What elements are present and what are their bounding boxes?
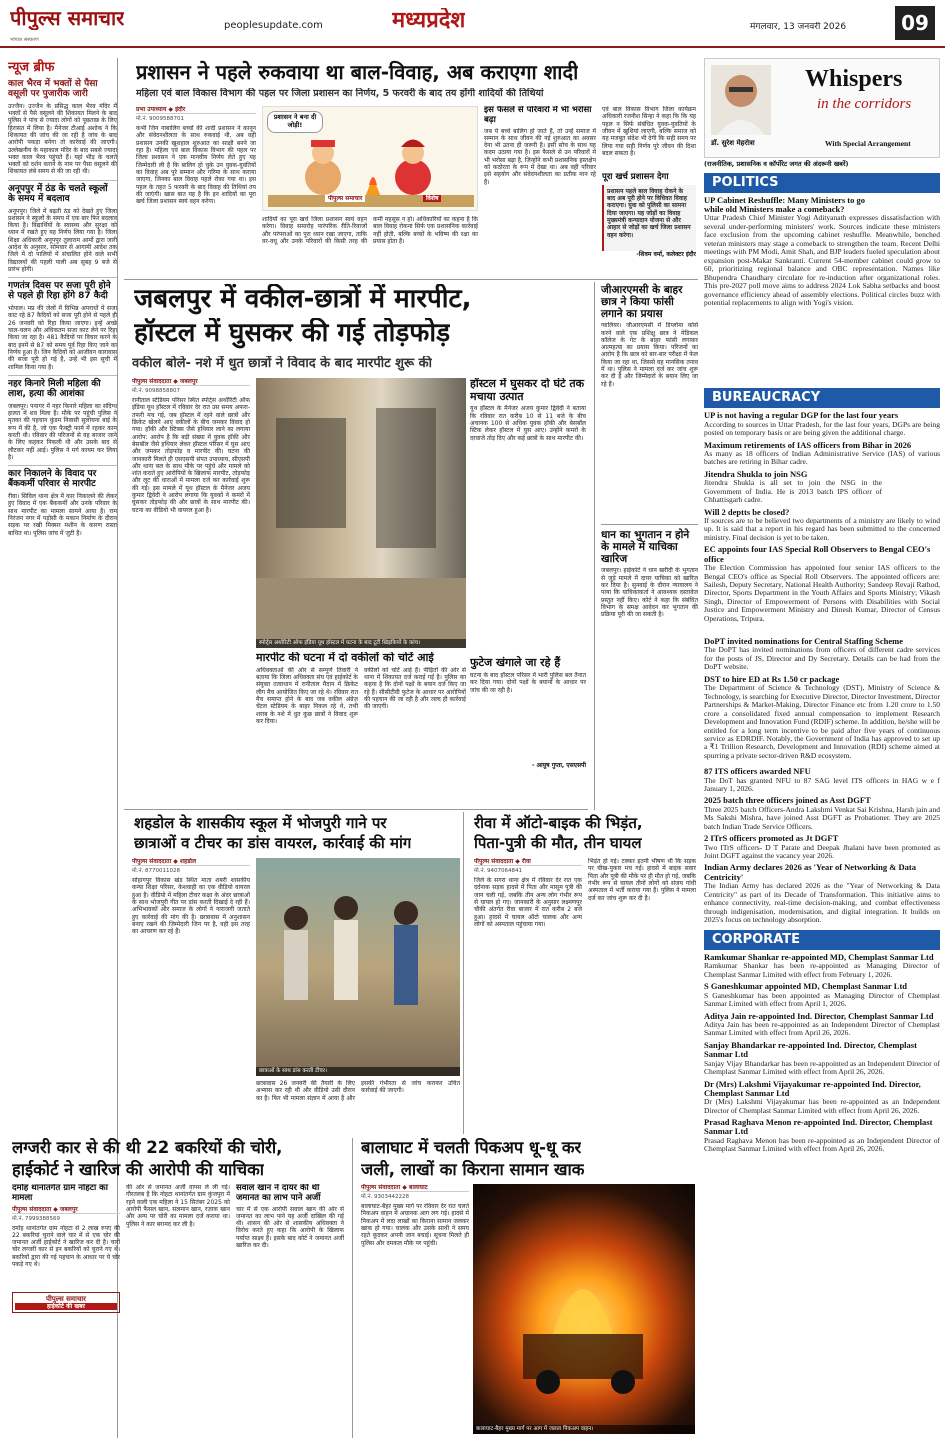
mobile-number: मो.नं. 9098858807	[132, 388, 181, 395]
whisper-body: Jitendra Shukla is all set to join the NSG in the Government of India. He is 2013 batch IPS officer of Chhattisgarh cadre.	[704, 478, 882, 505]
whisper-item	[704, 411, 940, 437]
article-subheading: हॉस्टल में घुसकर दो घंटे तक मचाया उत्पात	[470, 378, 585, 403]
masthead	[0, 0, 945, 48]
cartoon-illustration	[262, 106, 478, 211]
highcourt-logo-box	[12, 1292, 120, 1314]
arrangement-label: With Special Arrangement	[825, 139, 911, 148]
whispers-title: Whispers	[805, 66, 903, 92]
photo-caption: छात्राओं के साथ डांस करती टीचर।	[256, 1067, 460, 1076]
whisper-headline: Dr (Mrs) Lakshmi Vijayakumar re-appointed Ind. Director, Chemplast Sanmar Ltd	[704, 1078, 921, 1098]
whisper-headline: Aditya Jain re-appointed Ind. Director, Chemplast Sanmar Ltd	[704, 1010, 934, 1021]
politics-tag: POLITICS	[704, 173, 940, 193]
article-subheading: पूरा खर्च प्रशासन देगा	[602, 172, 669, 182]
jabalpur-mid	[256, 652, 466, 808]
mobile-number: मो.नं. 9009588701	[136, 116, 185, 123]
highcourt-logo-sub: हाईकोर्ट की खबर	[15, 1303, 117, 1310]
mobile-number: मो.नं. 9407064841	[474, 868, 523, 875]
whisper-headline: 2 ITrS officers promoted as Jt DGFT	[704, 833, 839, 844]
article-body: अधिवक्ताओं की ओर से सम्पूर्ण तिवारी ने बताया कि जिला अधिवक्ता संघ एवं हाईकोर्ट के संयुक्त तत्वाधान में रानीताल मैदान में क्रिकेट लीग मैच आयोजित किए जा रहे थे। रविवार रात मैच समाप्त होने के बाद जब वकील अंग्रेज़ चेंटल स्टेडियम के बाहर निकल रहे थे, तभी शराब के नशे में धुत कुछ छात्रों ने विवाद शुरू कर दिया।	[256, 666, 358, 725]
balaghat-headline-2: जली, लाखों का किराना सामान खाक	[361, 1160, 585, 1179]
burning-pickup-photo	[473, 1184, 695, 1434]
brief-headline: अनूपपुर में ठंड के चलते स्कूलों के समय में बदलाव	[8, 180, 117, 205]
whisper-headline: EC appoints four IAS Special Roll Observers to Bengal CEO's office	[704, 544, 931, 564]
whisper-item	[704, 767, 940, 793]
gwalior-headline: जीआरएमसी के बाहर छात्र ने किया फांसी लगाने का प्रयास	[601, 284, 683, 321]
gwalior-body: ग्वालियर। जीआरएमसी में डिप्लोमा कोर्स करने वाले एक प्रशिक्षु छात्र ने मेडिकल कॉलेज के गेट के बाहर फांसी लगाकर आत्महत्या का प्रयास किया। परिजनों का आरोप है कि छात्र को बार-बार परीक्षा में फेल किया जा रहा था, जिससे वह मानसिक तनाव में था। पुलिस ने मामला दर्ज कर जांच शुरू कर दी है और जिम्मेदारों के बयान लिए जा रहे हैं।	[601, 322, 698, 388]
shahdol-headline-2: छात्राओं व टीचर का डांस वायरल, कार्रवाई की मांग	[134, 834, 412, 852]
jabalpur-story	[124, 282, 588, 810]
article-body: एवं बाल विकास विभाग जिला कार्यक्रम अधिकारी रजनीश सिन्हा ने कहा कि कि यह पहल न सिर्फ संबंधित युवक-युवतियों के जीवन में खुशियां लाएगी, बल्कि समाज को यह मजबूत संदेश भी देगी कि सही समय पर लिया गया सही निर्णय पूरे जीवन की दिशा बदल सकता है।	[602, 106, 696, 157]
dance-photo	[256, 858, 460, 1076]
whisper-headline: DST to hire ED at Rs 1.50 cr package	[704, 673, 840, 684]
brief-item	[8, 180, 117, 274]
whisper-item	[704, 196, 940, 385]
quote-attribution: -शिवम वर्मा, कलेक्टर इंदौर	[636, 250, 696, 258]
top-story-col3	[484, 106, 596, 276]
mobile-number: मो.नं. 7999388569	[12, 1215, 61, 1222]
author-avatar	[711, 65, 771, 135]
article-body: दमोह थानांतर्गत ग्राम नोहटा से 2 लाख रुपए की 22 बकरियां चुराने वाले चार में से एक चोर की जमानत अर्जी हाईकोर्ट ने खारिज कर दी है। चारों चोर लग्जरी कार से इन बकरियों को चुराने गए थे। बकरियों द्वारा की गई पहचान के आधार पर ये चोर पकड़े गए थे।	[12, 1224, 120, 1269]
brief-item	[8, 375, 117, 461]
whisper-body: Ramkumar Shankar has been re-appointed as Managing Director of Chemplast Sanmar Limited with effect from February 1, 2026.	[704, 961, 940, 979]
top-story-col4	[602, 106, 696, 276]
whisper-item	[704, 508, 940, 543]
website-url[interactable]: peoplesupdate.com	[224, 20, 323, 31]
brief-item	[8, 277, 117, 371]
jabalpur-headline-1: जबलपुर में वकील-छात्रों में मारपीट,	[134, 284, 472, 314]
corporate-tag: CORPORATE	[704, 930, 940, 950]
shahdol-headline-1: शहडोल के शासकीय स्कूल में भोजपुरी गाने पर	[134, 814, 387, 832]
goats-story	[8, 1138, 348, 1438]
cartoon-label: पीपुल्स समाचार	[325, 195, 365, 202]
whisper-headline: DoPT invited nominations for Central Staffing Scheme	[704, 636, 903, 647]
masthead-logo: पीपुल्स समाचार	[10, 6, 125, 30]
brief-headline: नहर किनारे मिली महिला की लाश, हत्या की आशंका	[8, 375, 117, 400]
brief-headline: काल भैरव में भक्तों से पैसा वसूली पर पुजारीक जारी	[8, 78, 98, 99]
article-body: सोहागपुर विकास खंड स्थित माता शबरी शासकीय कन्या शिक्षा परिसर, केशवाही का एक वीडियो वायरल हुआ है। वीडियो में महिला टीचर कक्षा के अंदर छात्राओं के साथ भोजपुरी गीत पर डांस करती दिखाई दे रही हैं। अभिभावकों और समाज के लोगों ने नाराजगी जताते हुए कार्रवाई की मांग की है। छात्रावास में अनुशासन बनाए रखने की जिम्मेदारी जिन पर है, वही इस तरह का आचरण कर रहे हैं।	[132, 877, 250, 936]
whisper-item	[704, 1041, 940, 1077]
balaghat-headline-1: बालाघाट में चलती पिकअप धू-धू कर	[361, 1138, 582, 1157]
brief-body: जबलपुर। पनागर में नहर किनारे महिला का संदिग्ध हालत में शव मिला है। मौके पर पहुंची पुलिस ने मृतका की पहचान कुंडम निवासी सुलोचना बाई के रूप में की है, जो एक फैक्ट्री फार्म में रहकर काम करती थी। रविवार की परिजनों से वह बाजार जाने के लिए कहकर निकली थी और उसके बाद से लौटकर नहीं आई। पुलिस ने मर्ग कायम कर लिया है।	[8, 402, 117, 461]
whispers-subtitle: in the corridors	[817, 96, 912, 112]
cartoon-tag: विशेष	[423, 195, 441, 202]
goats-col3	[236, 1184, 344, 1436]
whisper-body: Sanjay Vijay Bhandarkar has been re-appointed as an Independent Director of Chemplast Sanmar Limited with effect from April 26, 2026.	[704, 1058, 940, 1077]
whisper-item	[704, 953, 940, 979]
whisper-item	[704, 1118, 940, 1154]
whisper-body: Uttar Pradesh Chief Minister Yogi Adityanath expresses dissatisfaction with several under-performing ministers' work. Sources indicate these ministers face exclusion from the upcoming cabinet reshuffle. Meanwhile, benched veteran ministers may stage a comeback to strengthen the team. Recent Delhi meetings with PM Modi, Amit Shah, and BJP leaders fueled speculation about expansion post-Makar Sankranti. Current 54-member cabinet could grow to 60, prioritizing regional balance and OBC representation. Names like Bhupendra Chaudhary circulate for re-induction after organizational roles. This pre-2027 poll move aims to address 2024 Lok Sabha setbacks and boost governance efficiency ahead of assembly elections. Political circles buzz with potential replacements to align with Yogi's vision.	[704, 214, 940, 308]
balaghat-story	[352, 1138, 698, 1438]
whisper-body: As many as 18 officers of Indian Administrative Service (IAS) of various batches are retiring in Bihar cadre.	[704, 448, 940, 467]
whisper-body: The Election Commission has appointed four senior IAS officers to the Bengal CEO's office as Special Roll Observers. The appointed officers are: Sailesh, Deputy Secretary, National Health Authority; Sandeep Revaji Rathod, Director, Sports Department in the Youth Affairs and Sports Ministry; Vikash Singh, Director of Empowerment of Persons with Disabilities with Social Justice and Empowerment Ministry and Dinesh Kumar, Director of Census Operations, Tripura.	[704, 564, 940, 623]
dancers-icon	[256, 858, 460, 1076]
whispers-header	[704, 58, 940, 158]
rewa-headline-1: रीवा में ऑटो-बाइक की भिड़ंत,	[474, 814, 643, 832]
edition-label: भोपाल संस्करण	[10, 37, 39, 43]
mobile-number: मो.नं. 8770011028	[132, 868, 181, 875]
byline: पीपुल्स संवाददाता ◆ जबलपुर	[12, 1206, 120, 1214]
jabalpur-side	[470, 378, 586, 808]
article-subheading: दमोह थानांतर्गत ग्राम नोहटा का मामला	[12, 1184, 108, 1203]
article-subheading: इस फैसले से परिवारों में भी भरोसा बढ़ा	[484, 106, 592, 125]
whisper-body: Prasad Raghava Menon has been re-appointed as an Independent Director of Chemplast Sanmar Limited with effect from April 26, 2026.	[704, 1135, 940, 1154]
article-body: बालाघाट-बैहर मुख्य मार्ग पर रविवार देर रात चलते पिकअप वाहन में अचानक आग लग गई। हादसे में पिकअप में लदा लाखों का किराना सामान जलकर खाक हो गया। चालक और उसके साथी ने समय रहते कूदकर अपनी जान बचाई। सूचना मिलते ही पुलिस और दमकल मौके पर पहुंची।	[361, 1203, 469, 1247]
top-story-subhead: महिला एवं बाल विकास विभाग की पहल पर जिला प्रशासन का निर्णय, 5 फरवरी के बाद तय होंगी शादियों की तिथियां	[136, 88, 544, 99]
fire-icon	[473, 1184, 695, 1434]
brief-body: भोपाल। मप्र की जेलों में विभिन्न अपराधों में सजा काट रहे 87 कैदियों को सजा पूरी होने से पहले ही 26 जनवरी को रिहा किया जाएगा। इन्हें अच्छे चाल-चलन और अधिकतम सजा काट लेने पर रिहा किया जा रहा है। 481 कैदियों पर विचार करने के बाद इनमें से 87 को समय पूर्व रिहा किए जाने का निर्णय हुआ है। जिन कैदियों को आजीवन कारावास की सजा पूरी हो गई है, उन्हें भी इस सूची में शामिल किया गया है।	[8, 305, 117, 371]
photo-caption: स्पोर्ट्स अथॉरिटी ऑफ इंडिया यूथ हॉस्टल में घटना के बाद टूटी खिड़कियों के कांच।	[256, 639, 466, 648]
top-story	[124, 58, 698, 280]
byline: प्रभा उपाध्याय ◆ इंदौर	[136, 106, 256, 114]
whisper-item	[704, 834, 940, 860]
whisper-item	[704, 982, 940, 1008]
whisper-body: According to sources in Uttar Pradesh, for the last four years, DGPs are being posted on temporary basis or are being given the additional charge.	[704, 419, 940, 438]
whisper-body: Two ITrS officers- D T Parate and Deepak Jhalani have been promoted as Joint DGFT against the vacancy year 2026.	[704, 842, 940, 861]
goats-headline-2: हाईकोर्ट ने खारिज की आरोपी की याचिका	[12, 1160, 265, 1179]
whisper-body: The Department of Science & Technology (DST), Ministry of Science & Technology, is searching for Executive Director, Director Investment, Director Partnerships & Market-Making, Director Finance etc from 1.20 crore to 1.50 crore a consolidated fixed annual compensation to implement Research Development and Innovation Fund (RDIF) scheme. In addition, he/she will be entitled for a long term incentive to be paid after five years of continuous service as EDRDIF. Notably, the Government of India has approved to set up a ₹1 Trillion Research, Development and Innovation (RDI) scheme aimed at spurring a private sector-driven R&D ecosystem.	[704, 684, 940, 760]
paddy-body: जबलपुर। हाईकोर्ट ने धान खरीदी के भुगतान से जुड़े मामले में दायर याचिका को खारिज कर दिया है। सुनवाई के दौरान न्यायालय ने पाया कि याचिकाकर्ता ने आवश्यक दस्तावेज प्रस्तुत नहीं किए। कोर्ट ने कहा कि संबंधित विभाग के समक्ष आवेदन कर भुगतान की प्रक्रिया पूरी की जा सकती है।	[601, 567, 698, 619]
whisper-item	[704, 1012, 940, 1038]
rewa-story	[470, 812, 698, 1134]
whisper-headline: Maximum retirements of IAS officers from Bihar in 2026	[704, 439, 912, 450]
whisper-headline: Ramkumar Shankar re-appointed MD, Chemplast Sanmar Ltd	[704, 952, 934, 963]
rewa-col1	[474, 858, 582, 1132]
whisper-body: The DoPT has invited nominations from officers of different cadre services for the posts of JS, Director and Dy Secretary. Details can be had from the DoPT website.	[704, 645, 940, 672]
rewa-headline-2: पिता-पुत्री की मौत, तीन घायल	[474, 834, 642, 852]
whisper-body: S Ganeshkumar has been appointed as Managing Director of Chemplast Sanmar Limited with effect from April 1, 2026.	[704, 990, 940, 1009]
publication-date: मंगलवार, 13 जनवरी 2026	[750, 22, 847, 32]
whisper-body: Aditya Jain has been re-appointed as an Independent Director of Chemplast Sanmar Limited with effect from April 26, 2026.	[704, 1019, 940, 1038]
whisper-headline: UP Cabinet Reshuffle: Many Ministers to go while old Ministers make a comeback?	[704, 194, 866, 215]
whispers-column	[704, 58, 940, 1438]
paddy-headline: धान का भुगतान न होने के मामले में याचिका खारिज	[601, 524, 698, 565]
highcourt-logo-label: पीपुल्स समाचार	[45, 1294, 87, 1303]
jabalpur-subhead: वकील बोले- नशे में धुत छात्रों ने विवाद के बाद मारपीट शुरू की	[132, 356, 432, 371]
whisper-headline: UP is not having a regular DGP for the last four years	[704, 410, 899, 421]
article-body: की ओर से जमानत अर्जी वापस ले ली गई। गौरतलब है कि नोहटा थानांतर्गत ग्राम कुंजपुरा में रहने वाली एक महिला ने 15 सितंबर 2025 को आरोपी फैसल खान, सलमान खान, रज़ाक खान और अन्य पर चोरी का मामला दर्ज कराया था। पुलिस ने कार बरामद कर ली है।	[126, 1184, 230, 1228]
mobile-number: मो.नं. 9303442228	[361, 1194, 410, 1201]
brief-body: उज्जैन। उज्जैन के प्रसिद्ध काल भैरव मंदिर में भक्तों से पैसे वसूलने की शिकायत मिलने के बाद पुलिस ने पांच से ज्यादा लोगों को पूछताछ के लिए हिरासत में लिया है। मैनेजर टीआई अशोक ने कि शिकायत की जांच की जा रही है जांच के बाद आरोपी पकड़ा बनेगा तो कार्रवाई की जाएगी। उल्लेखनीय के महाकाल मंदिर के बाद सबसे ज्यादा भक्त काल भैरव पहुंचते हैं। यहां भीड़ के चलते भक्तों को दर्शन कराने के नाम पर पैसा वसूलने की शिकायत लंबे समय से की जा रही थी।	[8, 102, 117, 176]
article-body: जिले के सगरा थाना क्षेत्र में रविवार देर रात एक दर्दनाक सड़क हादसे में पिता और मासूम पुत्री की जान चली गई, जबकि तीन अन्य लोग गंभीर रूप से घायल हो गए। जानकारी के अनुसार लक्ष्मणपुर चौकी अंतर्गत रीवा बाजार में रात करीब 2 बजे हुआ। हादसे में घायल ऑटो चालक और अन्य लोगों को अस्पताल पहुंचाया गया।	[474, 877, 582, 928]
page-number: 09	[895, 6, 935, 40]
whisper-headline: S Ganeshkumar appointed MD, Chemplast Sanmar Ltd	[704, 981, 908, 992]
balaghat-col1	[361, 1184, 469, 1436]
right-mid-column	[594, 282, 698, 810]
whisper-item	[704, 675, 940, 764]
whisper-headline: Indian Army declares 2026 as 'Year of Networking & Data Centricity'	[704, 862, 916, 882]
brief-headline: गणतंत्र दिवस पर सजा पूरी होने से पहले ही रिहा होंगे 87 कैदी	[8, 277, 117, 302]
brief-body: अनूपपुर। जिले में बढ़ती ठंड को देखते हुए जिला प्रशासन ने स्कूलों के समय में एक बार फिर बदलाव किया है। विद्यार्थियों के स्वास्थ्य और सुरक्षा को ध्यान में रखते हुए यह निर्णय लिया गया है। जिला शिक्षा अधिकारी अनूपपुर तुलाराम आर्मो द्वारा जारी आदेश के अनुसार, सोमवार से आगामी आदेश तक जिले में दो पालियों में संचालित होने वाले सभी विद्यालयों की पहली पाली अब सुबह 9 बजे से प्रारंभ होगी।	[8, 207, 117, 274]
whisper-item	[704, 545, 940, 634]
whisper-headline: Prasad Raghava Menon re-appointed Ind. Director, Chemplast Sanmar Ltd	[704, 1117, 933, 1137]
article-body: भिड़ंत हो गई। टक्कर इतनी भीषण थी कि सड़क पर चीख-पुकार मच गई। हादसे में बाइक सवार पिता और पुत्री की मौके पर ही मौत हो गई, जबकि गंभीर रूप से घायल तीनों लोगों को संजय गांधी अस्पताल में भर्ती कराया गया है। पुलिस ने मामला दर्ज कर जांच शुरू कर दी है।	[588, 858, 696, 902]
brief-body: रीवा। सिविल थाना क्षेत्र में कार निकालने की लेकर हुए विवाद में एक बैंककर्मी और उनके परिवार के साथ मारपीट का मामला सामने आया है। राम निरंजन नगर में पड़ोसी के मकान निर्माण के दौरान सड़क पर रखी मिक्सर मशीन के कारण रास्ता बाधित था। पुलिस जांच में जुटी है।	[8, 493, 117, 537]
brief-item	[8, 465, 117, 537]
news-brief-title: न्यूज ब्रीफ	[8, 60, 55, 75]
byline: पीपुल्स संवाददाता ◆ रीवा	[474, 858, 582, 866]
byline: पीपुल्स संवाददाता ◆ बालाघाट	[361, 1184, 469, 1192]
hostel-corridor-icon	[256, 378, 466, 648]
article-body: शादियों का पूरा खर्च जिला प्रशासन स्वयं वहन करेगा। विवाह समारोह पारंपरिक रीति-रिवाजों और परंपराओं का पूरा ध्यान रखा जाएगा, ताकि वर-वधू और उनके परिवारों की किसी तरह की कमी महसूस न हो। अधिकारियों का कहना है कि बाल विवाह रोकना सिर्फ एक प्रशासनिक कार्रवाई नहीं होती, बल्कि बच्चों के भविष्य की रक्षा का प्रयास होता है।	[262, 216, 478, 245]
article-subheading: मारपीट की घटना में दो वकीलों को चोटें आई	[256, 652, 434, 664]
top-story-headline: प्रशासन ने पहले रुकवाया था बाल-विवाह, अब कराएगा शादी	[136, 60, 579, 84]
whisper-item	[704, 863, 940, 926]
whisper-body: Three 2025 batch Officers-Andra Lakshmi Venkat Sai Krishna, Harsh jain and Ms Sakshi Mishra, have joined Asst DGFT as Probationer. They are 2025 batch Indian Trade Service Officers.	[704, 804, 940, 831]
whisper-headline: Will 2 deptts be closed?	[704, 506, 790, 517]
article-body: वकीलों को चोटें आई हैं। पीड़ितों की ओर से थाना में शिकायत दर्ज कराई गई है। पुलिस का कहना है कि दोनों पक्षों के बयान दर्ज किए जा रहे हैं। सीसीटीवी फुटेज के आधार पर आरोपियों की पहचान की जा रही है और जल्द ही कार्रवाई की जाएगी।	[364, 666, 466, 711]
photo-caption: बालाघाट-बैहर मुख्य मार्ग पर आग में जलता पिकअप वाहन।	[473, 1425, 695, 1434]
whisper-body: The DoT has granted NFU to 87 SAG level ITS officers in HAG w e f January 1, 2026.	[704, 775, 940, 793]
article-body: कभी जिन नाबालिग बच्चों की शादी प्रशासन ने कानून और संवेदनशीलता के साथ रुकवाई थी, अब वही प्रशासन उनकी खुशहाल शुरुआत का साक्षी बनने जा रहा है। महिला एवं बाल विकास विभाग की पहल पर जिला प्रशासन ने एक मानवीय निर्णय लेते हुए यह जिम्मेदारी ली है कि बालिग हो चुके उन युवक-युवतियों का विवाह अब पूरे सम्मान और गरिमा के साथ कराया जाएगा, जिनका बाल विवाह पहले रोका गया था। इस पहल के तहत 5 फरवरी के बाद विवाह की तिथियां तय की जाएंगी। खास बात यह है कि इन शादियों का पूरा खर्च जिला प्रशासन स्वयं वहन करेगा।	[136, 125, 256, 206]
shahdol-col1	[132, 858, 250, 1132]
goats-col1	[12, 1184, 120, 1436]
official-quote: प्रशासन पहले बाल विवाह रोकने के बाद अब पूरी होने पर विधिवत विवाह कराएगा। युवा को पुलिसी का सामना दिया जाएगा। यह जोड़ों का विवाह मुख्यमंत्री कन्यादान योजना से और आहार से जोड़ों का खर्च जिला प्रशासन वहन करेगा।	[602, 185, 696, 251]
article-body: छात्रावास 26 जनवरी की तैयारी के लिए अभ्यास कर रही थी और वीडियो उसी दौरान का है। फिर भी मामला संज्ञान में आया है और इसकी गंभीरता से जांच कराकर उचित कार्रवाई की जाएगी।	[256, 1080, 460, 1102]
byline: पीपुल्स संवाददाता ◆ शहडोल	[132, 858, 250, 866]
bureaucracy-tag: BUREAUCRACY	[704, 388, 940, 408]
author-name: डॉ. सुरेश मेहरोत्रा	[711, 139, 755, 147]
shahdol-story	[124, 812, 464, 1134]
byline: पीपुल्स संवाददाता ◆ जबलपुर	[132, 378, 250, 386]
whisper-item	[704, 441, 940, 467]
whisper-body: The Indian Army has declared 2026 as the "Year of Networking & Data Centricity" as part of its Decade of Transformation. This initiative aims to enhance connectivity, real-time decision-making, and combat effectiveness through indigenisation, modernisation, and digital integration. It builds on 2025's focus on technology absorption.	[704, 882, 940, 925]
whisper-item	[704, 470, 940, 505]
whisper-item	[704, 1080, 940, 1116]
goats-headline-1: लग्जरी कार से की थी 22 बकरियों की चोरी,	[12, 1138, 283, 1157]
top-story-byline-block	[136, 106, 256, 265]
whisper-headline: Sanjay Bhandarkar re-appointed Ind. Director, Chemplast Sanmar Ltd	[704, 1039, 917, 1060]
whisper-headline: 2025 batch three officers joined as Asst DGFT	[704, 795, 871, 806]
speech-bubble: प्रशासन ने बना दी जोड़ी!	[267, 111, 323, 133]
hostel-photo	[256, 378, 466, 648]
article-body: घटना के बाद हॉस्टल परिसर में भारी पुलिस बल तैनात कर दिया गया। दोनों पक्षों के बयानों के आधार पर जांच की जा रही है।	[470, 671, 586, 694]
article-body: रानीताल स्टेडियम परिसर स्थित स्पोर्ट्स अथॉरिटी ऑफ इंडिया यूथ हॉस्टल में रविवार देर रात उस समय अफरा-तफरी मच गई, जब हॉस्टल में रहने वाले छात्रों और क्रिकेट खेलने आए वकीलों के बीच जमकर विवाद हो गया। हॉकी और स्टिक्स जैसे हथियार लाने का लगाया आरोप: आरोप है कि बड़ी संख्या में युवक हॉकी और बेसबॉल जैसे हथियार लेकर हॉस्टल परिसर में घुस आए और जमकर तोड़फोड़ व मारपीट की। घटना की जानकारी मिलते ही एसएसपी संपत उपाध्याय, सीएसपी और थाना बल के साथ मौके पर पहुंचे और मामले को शांत कराते हुए आरोपियों के खिलाफ मारपीट, तोड़फोड़ और लूट की धाराओं में मामला दर्ज कर कार्रवाई शुरू की गई। इस मामले में यूथ हॉस्टल के मैनेजर अजय कुमार द्विवेदी ने आरोप लगाया कि युवकों ने कमरों में घुसकर तोड़फोड़ की और छात्रों के साथ मारपीट की। घटना का वीडियो भी वायरल हुआ है।	[132, 397, 250, 514]
whispers-tagline: (राजनीतिक, प्रशासनिक व कॉर्पोरेट जगत की अंदरूनी खबरें)	[704, 160, 849, 168]
article-body: यूथ हॉस्टल के मैनेजर अजय कुमार द्विवेदी ने बताया कि रविवार रात करीब 10 से 11 बजे के बीच अचानक 100 से अधिक युवक हॉकी और बेसबॉल स्टिक लेकर हॉस्टल में घुस आए। उन्होंने कमरों के दरवाजे तोड़ दिए और कई छात्रों के साथ मारपीट की।	[470, 405, 586, 442]
whisper-headline: Jitendra Shukla to join NSG	[704, 468, 808, 479]
quote-attribution: - आयुष गुप्ता, एसएसपी	[531, 761, 586, 769]
article-body: चार में से एक आरोपी सवाल खान की ओर से जमानत का लाभ पाने यह अर्जी दाखिल की गई थी। शासन की ओर से शासकीय अधिवक्ता ने विरोध करते हुए कहा कि आरोपी के खिलाफ पर्याप्त साक्ष्य हैं। इसके बाद कोर्ट ने जमानत अर्जी खारिज कर दी।	[236, 1205, 344, 1250]
section-title: मध्यप्रदेश	[392, 8, 466, 33]
whisper-body: If sources are to be believed two departments of a ministry are likely to wind up. It is said that a report in his regard has been submitted to the concerned ministry. Final decision is yet to be taken.	[704, 515, 940, 542]
article-subheading: सवाल खान ने दायर की थी जमानत का लाभ पाने अर्जी	[236, 1184, 321, 1203]
article-subheading: फुटेज खंगाले जा रहे हैं	[470, 656, 561, 670]
whisper-headline: 87 ITS officers awarded NFU	[704, 766, 811, 777]
whisper-item	[704, 637, 940, 672]
whisper-item	[704, 796, 940, 831]
whisper-body: Dr (Mrs) Lakshmi Vijayakumar has been re-appointed as an Independent Director of Chemplast Sanmar Limited with effect from April 26, 2026.	[704, 1097, 940, 1115]
brief-item	[8, 80, 117, 176]
brief-headline: कार निकालने के विवाद पर बैंककर्मी परिवार से मारपीट	[8, 465, 117, 490]
jabalpur-col1	[132, 378, 250, 708]
article-body: जब ये बच्चे बालिग हो जाते हैं, तो उन्हें समाज में सम्मान के साथ जीवन की नई शुरुआत का अवसर देना भी उतना ही जरूरी है। इसी सोच के साथ यह कदम उठाया गया है। इस फैसले से उन परिवारों में भी भरोसा बढ़ा है, जिन्होंने कभी प्रशासनिक हस्तक्षेप को कठोरता के रूप में देखा था। अब वही परिवार इसे सहयोग और संवेदनशीलता का प्रतीक मान रहे हैं।	[484, 127, 596, 186]
jabalpur-headline-2: हॉस्टल में घुसकर की गई तोड़फोड़	[134, 318, 450, 348]
